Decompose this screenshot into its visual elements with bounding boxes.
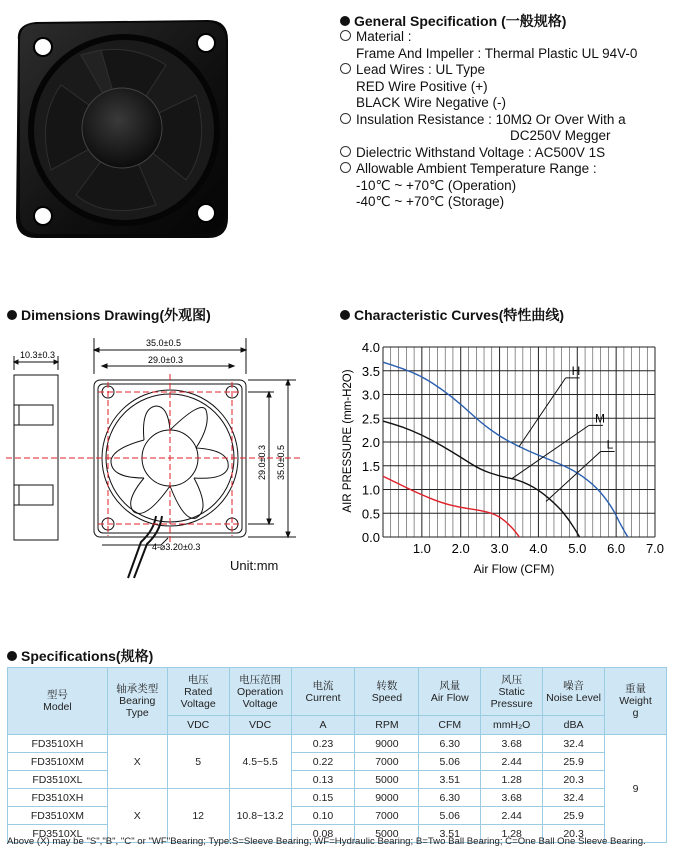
circle-icon <box>340 146 351 157</box>
air-flow-cell: 5.06 <box>419 753 481 771</box>
spec-insulation: Insulation Resistance : 10MΩ Or Over With a <box>340 112 637 129</box>
dim-outer-width: 35.0±0.5 <box>146 338 181 348</box>
header-row <box>8 668 667 716</box>
dimensions-drawing <box>6 330 306 580</box>
air-flow-cell: 6.30 <box>419 735 481 753</box>
noise-cell: 32.4 <box>543 789 605 807</box>
rated-voltage-cell: 12 <box>167 789 229 843</box>
header-rated-voltage: 电压 Rated Voltage <box>167 668 229 716</box>
x-tick-label: 2.0 <box>451 541 470 556</box>
header-bearing: 轴承类型 Bearing Type <box>107 668 167 735</box>
table-row <box>8 735 667 753</box>
spec-material: Material : <box>340 29 637 46</box>
series-H-leader <box>519 378 566 447</box>
series-H-line <box>383 362 628 537</box>
dim-outer-height: 35.0±0.5 <box>276 445 286 480</box>
model-cell: FD3510XL <box>8 771 108 789</box>
model-cell: FD3510XM <box>8 807 108 825</box>
spec-material-value: Frame And Impeller : Thermal Plastic UL 94V-0 <box>356 45 638 61</box>
series-M-label: M <box>594 411 605 426</box>
dim-hole-height: 29.0±0.3 <box>257 445 267 480</box>
header-noise: 噪音 Noise Level <box>543 668 605 716</box>
circle-icon <box>340 162 351 173</box>
x-tick-label: 4.0 <box>529 541 548 556</box>
current-cell: 0.22 <box>291 753 355 771</box>
unit-cell: CFM <box>419 716 481 735</box>
header-air-flow: 风量 Air Flow <box>419 668 481 716</box>
speed-cell: 9000 <box>355 735 419 753</box>
y-tick-label: 3.5 <box>361 363 380 379</box>
bearing-cell: X <box>107 789 167 843</box>
header-static-pressure: 风压 Static Pressure <box>481 668 543 716</box>
speed-cell: 7000 <box>355 753 419 771</box>
y-tick-label: 1.5 <box>361 458 380 474</box>
pressure-cell: 2.44 <box>481 807 543 825</box>
model-cell: FD3510XL <box>8 825 108 843</box>
bullet-icon <box>340 310 350 320</box>
table-row <box>8 753 667 771</box>
unit-label: Unit:mm <box>230 558 279 573</box>
x-tick-label: 3.0 <box>490 541 509 556</box>
header-model: 型号 Model <box>8 668 108 735</box>
rated-voltage-cell: 5 <box>167 735 229 789</box>
table-row <box>8 807 667 825</box>
spec-dielectric: Dielectric Withstand Voltage : AC500V 1S <box>340 145 637 162</box>
noise-cell: 25.9 <box>543 807 605 825</box>
model-cell: FD3510XM <box>8 753 108 771</box>
table-row <box>8 771 667 789</box>
general-spec-list <box>340 29 637 211</box>
pressure-cell: 1.28 <box>481 825 543 843</box>
weight-cell: 9 <box>605 735 667 843</box>
current-cell: 0.15 <box>291 789 355 807</box>
series-M-line <box>383 421 580 537</box>
bearing-footnote: Above (X) may be "S","B", "C" or "WF"Bearing; Type:S=Sleeve Bearing; WF=Hydraulic Bearing; B=Two Ball Bearing; C=One Ball One Sleeve Bearing. <box>7 836 646 847</box>
speed-cell: 9000 <box>355 789 419 807</box>
chart-y-axis-label: AIR PRESSURE (mm-H2O) <box>342 369 354 513</box>
table-row <box>8 789 667 807</box>
circle-icon <box>340 63 351 74</box>
speed-cell: 7000 <box>355 807 419 825</box>
chart-x-axis-label: Air Flow (CFM) <box>473 562 555 576</box>
spec-lead-red: RED Wire Positive (+) <box>356 78 488 94</box>
specs-title: Specifications (规格) <box>7 646 153 666</box>
y-tick-label: 0.0 <box>361 530 380 545</box>
spec-lead-black: BLACK Wire Negative (-) <box>356 95 507 110</box>
series-H-label: H <box>571 363 581 378</box>
bullet-icon <box>340 16 350 26</box>
noise-cell: 20.3 <box>543 771 605 789</box>
noise-cell: 32.4 <box>543 735 605 753</box>
current-cell: 0.23 <box>291 735 355 753</box>
air-flow-cell: 6.30 <box>419 789 481 807</box>
operation-voltage-cell: 4.5~5.5 <box>229 735 291 789</box>
model-cell: FD3510XH <box>8 735 108 753</box>
pressure-cell: 2.44 <box>481 753 543 771</box>
unit-cell: VDC <box>167 716 229 735</box>
unit-cell: dBA <box>543 716 605 735</box>
spec-ambient-st: -40℃ ~ +70℃ (Storage) <box>356 194 505 209</box>
bullet-icon <box>7 651 17 661</box>
unit-cell: VDC <box>229 716 291 735</box>
speed-cell: 5000 <box>355 825 419 843</box>
y-tick-label: 0.5 <box>361 506 380 522</box>
operation-voltage-cell: 10.8~13.2 <box>229 789 291 843</box>
bearing-cell: X <box>107 735 167 789</box>
header-current: 电流 Current <box>291 668 355 716</box>
air-flow-cell: 5.06 <box>419 807 481 825</box>
pressure-cell: 3.68 <box>481 789 543 807</box>
header-weight: 重量 Weight g <box>605 668 667 735</box>
circle-icon <box>340 30 351 41</box>
x-tick-label: 6.0 <box>607 541 626 556</box>
pressure-cell: 3.68 <box>481 735 543 753</box>
spec-lead: Lead Wires : UL Type <box>340 62 637 79</box>
dim-side-width: 10.3±0.3 <box>20 350 55 360</box>
current-cell: 0.08 <box>291 825 355 843</box>
unit-cell: RPM <box>355 716 419 735</box>
series-L-label: L <box>606 437 614 452</box>
spec-insulation-2: DC250V Megger <box>510 128 611 143</box>
pressure-cell: 1.28 <box>481 771 543 789</box>
air-flow-cell: 3.51 <box>419 771 481 789</box>
series-L-line <box>383 476 519 537</box>
dim-holes: 4-⌀3.20±0.3 <box>152 542 201 552</box>
y-tick-label: 3.0 <box>361 387 380 403</box>
y-tick-label: 1.0 <box>361 482 380 498</box>
spec-ambient: Allowable Ambient Temperature Range : <box>340 161 637 178</box>
air-flow-cell: 3.51 <box>419 825 481 843</box>
x-tick-label: 1.0 <box>412 541 431 556</box>
y-tick-label: 2.0 <box>361 435 380 450</box>
current-cell: 0.10 <box>291 807 355 825</box>
noise-cell: 25.9 <box>543 753 605 771</box>
spec-ambient-op: -10℃ ~ +70℃ (Operation) <box>356 177 517 193</box>
fan-photo <box>6 10 246 250</box>
specs-table <box>7 667 667 843</box>
curves-title: Characteristic Curves (特性曲线) <box>340 305 564 325</box>
dim-hole-width: 29.0±0.3 <box>148 355 183 365</box>
x-tick-label: 7.0 <box>645 541 665 556</box>
unit-cell: A <box>291 716 355 735</box>
bullet-icon <box>7 310 17 320</box>
dimensions-title: Dimensions Drawing (外观图) <box>7 305 211 325</box>
characteristic-chart <box>333 335 675 580</box>
header-operation-voltage: 电压范围 Operation Voltage <box>229 668 291 716</box>
speed-cell: 5000 <box>355 771 419 789</box>
series-L-leader <box>546 452 600 502</box>
header-speed: 转数 Speed <box>355 668 419 716</box>
noise-cell: 20.3 <box>543 825 605 843</box>
general-spec-title: General Specification (一般规格) <box>340 11 566 31</box>
y-tick-label: 2.5 <box>361 411 380 427</box>
circle-icon <box>340 113 351 124</box>
current-cell: 0.13 <box>291 771 355 789</box>
unit-cell: mmH₂O <box>481 716 543 735</box>
y-tick-label: 4.0 <box>361 340 380 355</box>
model-cell: FD3510XH <box>8 789 108 807</box>
x-tick-label: 5.0 <box>568 541 587 556</box>
